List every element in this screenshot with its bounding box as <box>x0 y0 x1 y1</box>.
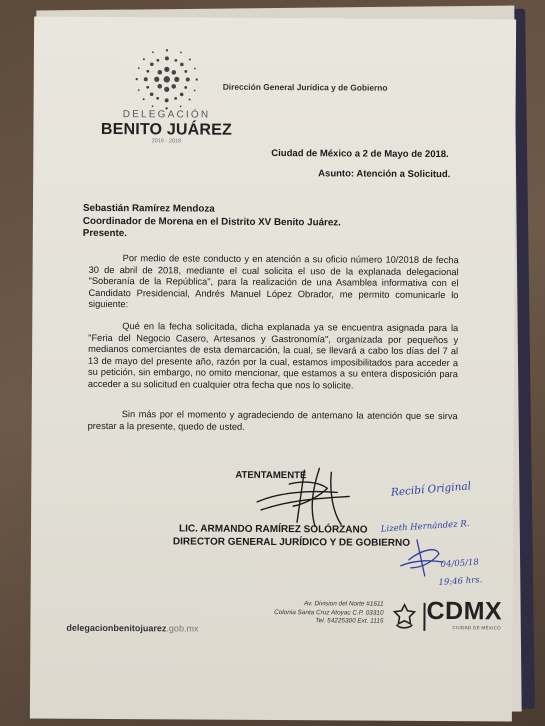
logo-text-benito-juarez: BENITO JUÁREZ <box>100 120 233 139</box>
footer-address <box>235 600 383 627</box>
recipient-name: Sebastián Ramírez Mendoza <box>82 202 215 215</box>
footer-address-line-1: Av. Division del Norte #1611 <box>303 600 384 608</box>
date-line: Ciudad de México a 2 de Mayo de 2018. <box>271 147 449 161</box>
recipient-block <box>83 203 341 242</box>
cdmx-logo-text: CDMX <box>426 596 503 626</box>
body-paragraph-1: Por medio de este conducto y en atención a su oficio número 10/2018 de fecha 30 de abril de 2018, mediante el cual solicita el uso de la explanada delegacional "Soberanía de la República", para la realización de una Asamblea informativa con el Candidato Presidencial, Andrés Manuel López Obrador, me permito comunicarle lo siguiente: <box>88 253 459 310</box>
handwritten-line-1: Recibí Original <box>390 480 472 499</box>
letter-page <box>30 17 516 722</box>
department-heading: Dirección General Jurídica y de Gobierno <box>222 81 388 93</box>
handwritten-line-2: Lizeth Hernández R. <box>380 519 470 535</box>
footer-website-bold: delegacionbenitojuarez <box>66 622 167 634</box>
handwritten-receipt-note <box>381 474 517 595</box>
footer-website <box>66 623 198 634</box>
body-paragraph-2: Qué en la fecha solicitada, dicha explanada ya se encuentra asignada para la "Feria del Negocio Casero, Artesanos y Gastronomía", organizada por pequeños y medianos comerciantes de esta demarcación, la cual, se llevará a cabo los días del 7 al 13 de mayo del presente año, razón por la cual, estamos imposibilitados para acceder a su petición, sin embargo, no omito mencionar, que estamos a su entera disposición para acceder a su solicitud en cualquier otra fecha que nos lo solicite. <box>87 321 459 391</box>
subject-line: Asunto: Atención a Solicitud. <box>318 168 451 181</box>
signatory-name: LIC. ARMANDO RAMÍREZ SOLÓRZANO <box>178 523 368 536</box>
footer-address-line-3: Tel. 54225300 Ext. 1115 <box>315 617 384 625</box>
cdmx-emblem-icon <box>390 601 418 631</box>
handwritten-line-3: 04/05/18 <box>440 557 480 571</box>
recipient-presente: Presente. <box>82 227 127 240</box>
recipient-title: Coordinador de Morena en el Distrito XV Benito Juárez. <box>82 215 341 228</box>
closing-atentamente: ATENTAMENTE <box>235 469 307 482</box>
body-paragraph-3: Sin más por el momento y agradeciendo de antemano la atención que se sirva prestar a la presente, quedo de usted. <box>87 409 458 432</box>
delegacion-logo-icon <box>120 47 214 112</box>
signatory-position: DIRECTOR GENERAL JURÍDICO Y DE GOBIERNO <box>172 536 411 549</box>
logo-years: 2016 - 2018 <box>151 138 182 145</box>
cdmx-subtitle: CIUDAD DE MÉXICO <box>452 625 502 631</box>
logo-text-delegacion: DELEGACIÓN <box>122 109 211 121</box>
footer-website-domain: .gob.mx <box>166 623 199 634</box>
footer-address-line-2: Colonia Santa Cruz Atoyac C.P. 03310 <box>274 608 384 617</box>
signatory-block <box>173 522 410 549</box>
cdmx-divider <box>423 603 425 631</box>
signature-scribble-icon <box>249 462 359 533</box>
handwritten-line-4: 19:46 hrs. <box>438 575 483 589</box>
